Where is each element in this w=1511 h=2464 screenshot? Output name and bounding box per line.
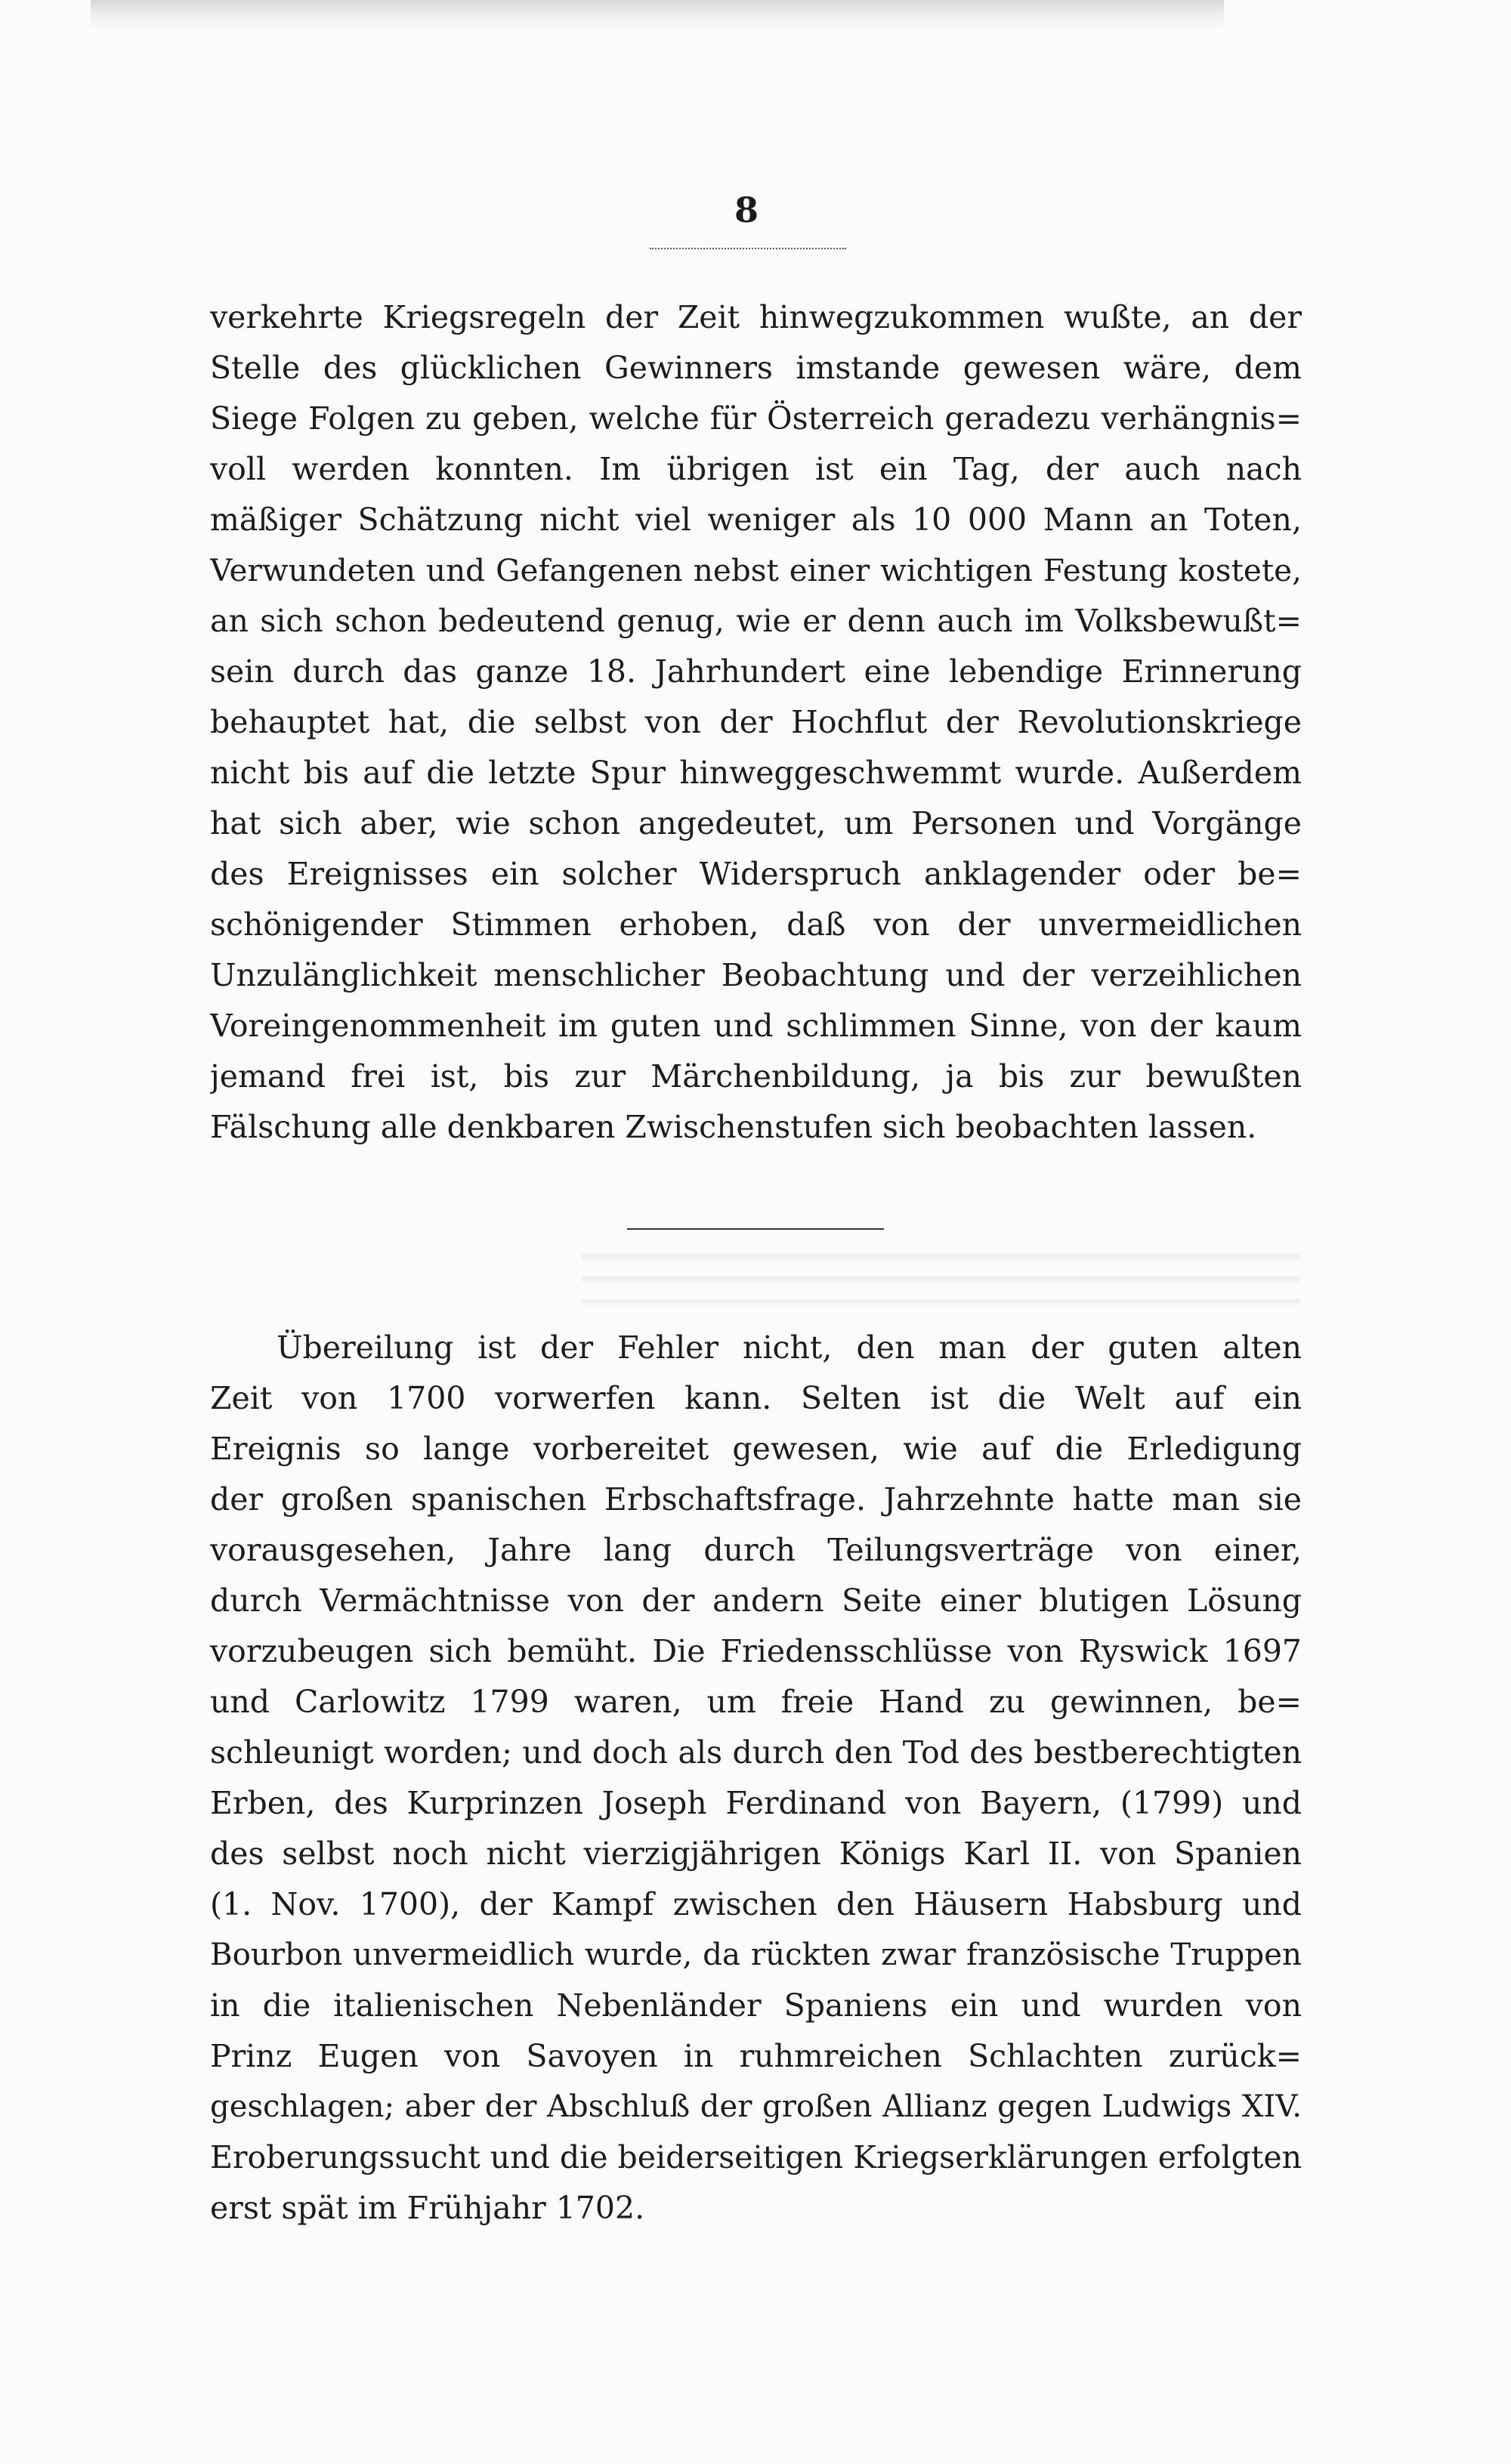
page-edge-shadow (91, 0, 1224, 30)
text-line: vorzubeugen sich bemüht. Die Friedensschlüsse von Ryswick 1697 (210, 1633, 1302, 1669)
text-line: in die italienischen Nebenländer Spaniens ein und wurden von (210, 1987, 1302, 2024)
page-number-rule (650, 248, 846, 249)
text-line: schleunigt worden; und doch als durch den Tod des bestberechtigten (210, 1734, 1302, 1771)
show-through-texture (582, 1239, 1299, 1322)
text-line: verkehrte Kriegsregeln der Zeit hinwegzukommen wußte, an der (210, 299, 1302, 335)
text-line: Prinz Eugen von Savoyen in ruhmreichen Schlachten zurück= (210, 2038, 1302, 2074)
text-line: und Carlowitz 1799 waren, um freie Hand zu gewinnen, be= (210, 1684, 1302, 1720)
page-number: 8 (734, 190, 759, 230)
text-line: der großen spanischen Erbschaftsfrage. Jahrzehnte hatte man sie (210, 1481, 1302, 1518)
text-line: des Ereignisses ein solcher Widerspruch anklagender oder be= (210, 856, 1302, 892)
text-line: Voreingenommenheit im guten und schlimmen Sinne, von der kaum (210, 1008, 1302, 1044)
text-line: Übereilung ist der Fehler nicht, den man der guten alten (277, 1329, 1302, 1366)
text-line: durch Vermächtnisse von der andern Seite einer blutigen Lösung (210, 1582, 1302, 1619)
text-line: (1. Nov. 1700), der Kampf zwischen den Häusern Habsburg und (210, 1886, 1302, 1922)
text-line: voll werden konnten. Im übrigen ist ein Tag, der auch nach (210, 451, 1302, 487)
text-line: Verwundeten und Gefangenen nebst einer wichtigen Festung kostete, (210, 552, 1302, 588)
text-line: Stelle des glücklichen Gewinners imstande gewesen wäre, dem (210, 350, 1302, 386)
text-line: Zeit von 1700 vorwerfen kann. Selten ist die Welt auf ein (210, 1380, 1302, 1416)
text-line: Ereignis so lange vorbereitet gewesen, wie auf die Erledigung (210, 1431, 1302, 1467)
text-line: vorausgesehen, Jahre lang durch Teilungsverträge von einer, (210, 1532, 1302, 1568)
text-line: schönigender Stimmen erhoben, daß von der unvermeidlichen (210, 906, 1302, 943)
text-line: mäßiger Schätzung nicht viel weniger als 10 000 Mann an Toten, (210, 502, 1302, 538)
text-line: Siege Folgen zu geben, welche für Österreich geradezu verhängnis= (210, 400, 1302, 437)
text-line: nicht bis auf die letzte Spur hinweggeschwemmt wurde. Außerdem (210, 755, 1302, 791)
text-line: Erben, des Kurprinzen Joseph Ferdinand von Bayern, (1799) und (210, 1785, 1302, 1821)
text-line: des selbst noch nicht vierzigjährigen Königs Karl II. von Spanien (210, 1836, 1302, 1872)
text-line: an sich schon bedeutend genug, wie er denn auch im Volksbewußt= (210, 603, 1302, 639)
text-line: erst spät im Frühjahr 1702. (210, 2190, 645, 2226)
text-line: Fälschung alle denkbaren Zwischenstufen sich beobachten lassen. (210, 1109, 1257, 1145)
text-line: geschlagen; aber der Abschluß der großen Allianz gegen Ludwigs XIV. (210, 2089, 1302, 2124)
text-line: Eroberungssucht und die beiderseitigen Kriegserklärungen erfolgten (210, 2139, 1302, 2175)
text-line: behauptet hat, die selbst von der Hochflut der Revolutionskriege (210, 704, 1302, 740)
text-line: Bourbon unvermeidlich wurde, da rückten zwar französische Truppen (210, 1937, 1302, 1972)
text-line: Unzulänglichkeit menschlicher Beobachtung und der verzeihlichen (210, 957, 1302, 993)
text-line: sein durch das ganze 18. Jahrhundert eine lebendige Erinnerung (210, 653, 1302, 690)
text-line: jemand frei ist, bis zur Märchenbildung, ja bis zur bewußten (210, 1058, 1302, 1095)
section-divider (627, 1228, 884, 1230)
text-line: hat sich aber, wie schon angedeutet, um Personen und Vorgänge (210, 805, 1302, 841)
